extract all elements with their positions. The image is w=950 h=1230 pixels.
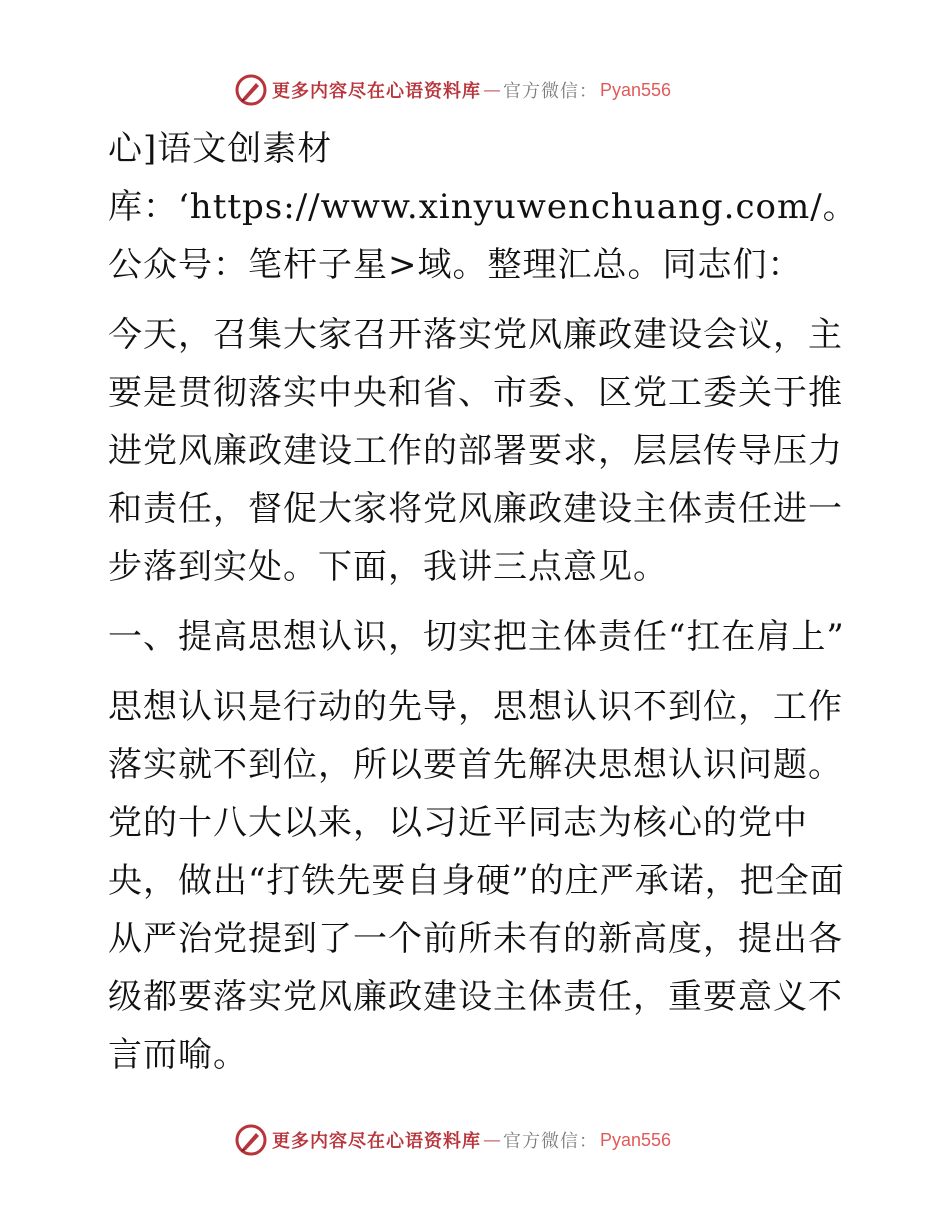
document-body [98,120,858,1084]
body-paragraph-2: 思想认识是行动的先导，思想认识不到位，工作落实就不到位，所以要首先解决思想认识问题。党的十八大以来，以习近平同志为核心的党中央，做出“打铁先要自身硬”的庄严承诺，把全面从严治党提到了一个前所未有的新高度，提出各级都要落实党风廉政建设主体责任，重要意义不言而喻。 [108,687,845,1075]
watermark-site-text: 更多内容尽在心语资料库 [272,81,481,102]
watermark-wechat-label: 官方微信： [503,81,598,102]
watermark-banner-top [234,72,671,108]
watermark-wechat-id: Pyan556 [600,1129,672,1150]
pen-logo-icon [234,1123,268,1157]
watermark-site-text: 更多内容尽在心语资料库 [272,1131,481,1152]
watermark-dash: — [483,1129,501,1151]
watermark-dash: — [483,79,501,101]
watermark-banner-bottom [234,1122,671,1158]
pen-logo-icon [234,73,268,107]
body-paragraph-1: 今天，召集大家召开落实党风廉政建设会议，主要是贯彻落实中央和省、市委、区党工委关于推进党风廉政建设工作的部署要求，层层传导压力和责任，督促大家将党风廉政建设主体责任进一步落到实处。下面，我讲三点意见。 [108,315,843,587]
intro-paragraph: 心]语文创素材库：‘https://www.xinyuwenchuang.com/。公众号：笔杆子星>域。整理汇总。同志们： [108,129,858,285]
watermark-wechat-id: Pyan556 [600,79,672,100]
section-heading-1: 一、提高思想认识，切实把主体责任“扛在肩上” [108,617,845,657]
watermark-wechat-label: 官方微信： [503,1131,598,1152]
